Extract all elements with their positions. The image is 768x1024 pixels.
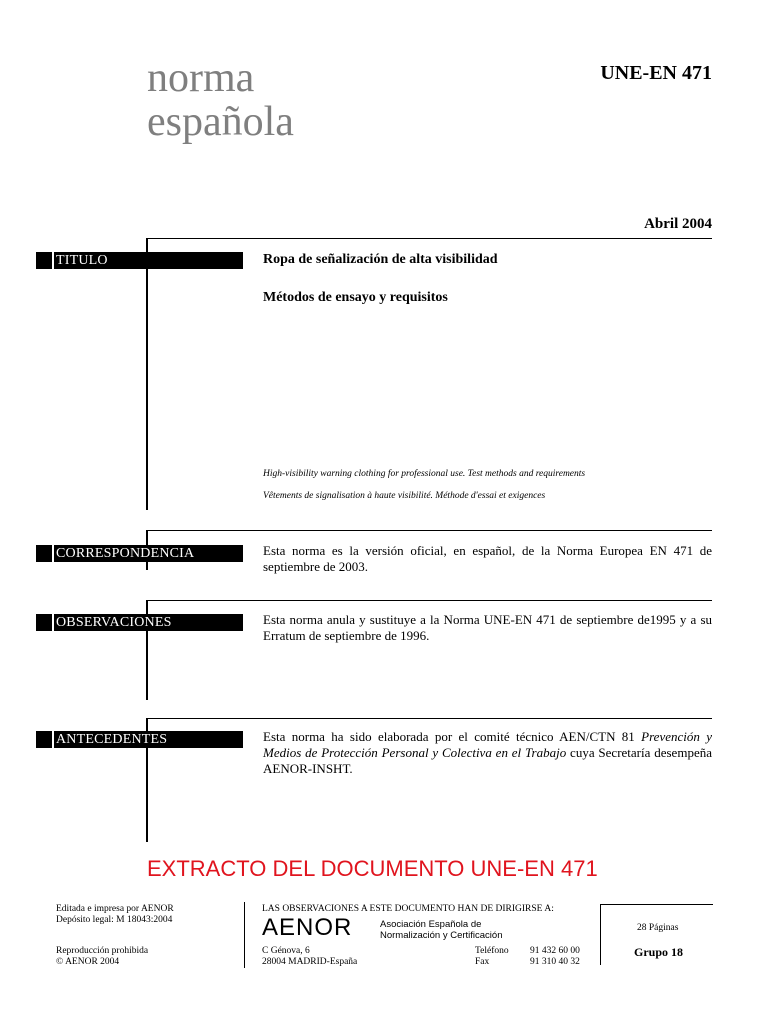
phone-number: 91 432 60 00: [530, 946, 580, 956]
reproduction-notice: Reproducción prohibida: [56, 946, 149, 956]
brand-line-2: española: [147, 99, 294, 145]
committee-name: Prevención y Medios de Protección Personal y Colectiva en el Trabajo: [263, 729, 712, 760]
contact-labels: [475, 946, 509, 968]
brand-line-1: norma: [147, 55, 255, 101]
section-divider: [146, 530, 712, 531]
phone-label: Teléfono: [475, 946, 509, 956]
section-divider: [146, 718, 712, 719]
english-title: High-visibility warning clothing for professional use. Test methods and requirements: [263, 469, 586, 479]
address-line-2: 28004 MADRID-España: [262, 957, 358, 967]
antecedentes-text: [263, 729, 712, 777]
observations-note: LAS OBSERVACIONES A ESTE DOCUMENTO HAN DE DIRIGIRSE A:: [262, 904, 554, 914]
page-count: 28 Páginas: [637, 923, 679, 933]
address-line-1: C Génova, 6: [262, 946, 310, 956]
group-number: Grupo 18: [634, 945, 684, 959]
legal-deposit: Depósito legal: M 18043:2004: [56, 915, 173, 925]
edited-by: Editada e impresa por AENOR: [56, 904, 174, 914]
correspondencia-text: Esta norma es la versión oficial, en español, de la Norma Europea EN 471 de septiembre de 2003.: [263, 543, 712, 574]
antecedentes-text-pre: Esta norma ha sido elaborada por el comité técnico AEN/CTN 81: [263, 729, 642, 744]
footer-divider: [244, 902, 245, 968]
address: [262, 946, 357, 968]
brand-title: [147, 56, 294, 144]
label-observaciones: OBSERVACIONES: [36, 614, 243, 631]
label-titulo: TITULO: [36, 252, 243, 269]
antecedentes-text-post: cuya Secretaría desempeña AENOR-INSHT.: [263, 745, 712, 776]
label-antecedentes: ANTECEDENTES: [36, 731, 243, 748]
french-title: Vêtements de signalisation à haute visibilité. Méthode d'essai et exigences: [263, 491, 546, 501]
observaciones-text: Esta norma anula y sustituye a la Norma UNE-EN 471 de septiembre de1995 y a su Erratum de septiembre de 1996.: [263, 612, 712, 643]
extract-notice: EXTRACTO DEL DOCUMENTO UNE-EN 471: [147, 856, 598, 881]
label-correspondencia: CORRESPONDENCIA: [36, 545, 243, 562]
copyright: © AENOR 2004: [56, 957, 120, 967]
document-subtitle: Métodos de ensayo y requisitos: [263, 290, 448, 305]
fax-number: 91 310 40 32: [530, 957, 580, 967]
document-title: Ropa de señalización de alta visibilidad: [263, 252, 498, 267]
footer-publisher: [56, 904, 174, 926]
fax-label: Fax: [475, 957, 490, 967]
aenor-full-name: [380, 919, 502, 941]
aenor-logo: AENOR: [262, 914, 353, 941]
footer-rights: [56, 946, 148, 968]
aenor-name-line-1: Asociación Española de: [380, 919, 482, 930]
section-divider: [146, 238, 712, 239]
aenor-name-line-2: Normalización y Certificación: [380, 930, 503, 941]
section-divider-vertical: [146, 238, 148, 510]
section-divider: [146, 600, 712, 601]
standard-code: UNE-EN 471: [600, 62, 712, 84]
contact-numbers: [530, 946, 580, 968]
publication-date: Abril 2004: [644, 216, 712, 232]
